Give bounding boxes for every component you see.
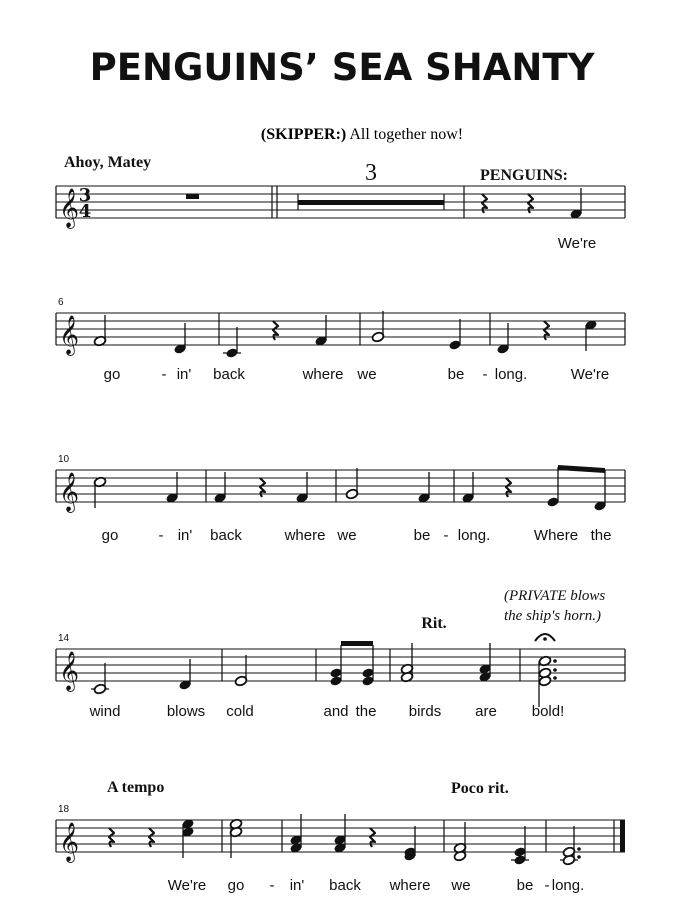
measure-number: 18 xyxy=(58,804,70,815)
lyric-syllable: - xyxy=(269,877,275,894)
lyric-syllable: in' xyxy=(176,366,192,383)
final-bar-thick xyxy=(620,820,625,852)
measure-number: 6 xyxy=(58,297,64,308)
lyric-syllable: go xyxy=(103,366,121,383)
lyric-syllable: where xyxy=(302,366,344,383)
whole-rest-icon xyxy=(186,194,199,199)
cue-speaker: (SKIPPER:) xyxy=(260,126,347,143)
system-3 xyxy=(56,454,625,544)
system-2 xyxy=(56,297,625,383)
lyric-syllable: long. xyxy=(457,527,491,544)
system-5 xyxy=(56,779,625,894)
note-beam xyxy=(341,641,373,646)
lyric-syllable: long. xyxy=(494,366,528,383)
lyric-syllable: be xyxy=(413,527,431,544)
measure-number: 10 xyxy=(58,454,70,465)
lyric-syllable: We're xyxy=(570,366,610,383)
treble-clef-icon: 𝄞 xyxy=(59,315,80,355)
lyric-syllable: in' xyxy=(289,877,305,894)
lyric-syllable: bold! xyxy=(531,703,565,720)
lyric-syllable: - xyxy=(158,527,164,544)
lyric-syllable: be xyxy=(447,366,465,383)
lyric-syllable: cold xyxy=(226,703,254,720)
penguins-cue: PENGUINS: xyxy=(480,167,569,184)
lyric-syllable: go xyxy=(227,877,245,894)
lyric-syllable: go xyxy=(101,527,119,544)
a-tempo-mark: A tempo xyxy=(107,779,165,796)
page-title: PENGUINS’ SEA SHANTY xyxy=(89,46,595,89)
treble-clef-icon: 𝄞 xyxy=(59,822,80,862)
poco-rit-mark: Poco rit. xyxy=(451,780,509,797)
lyric-syllable: - xyxy=(482,366,488,383)
note-beam xyxy=(558,465,605,473)
lyric-syllable: where xyxy=(389,877,431,894)
augmentation-dot xyxy=(553,659,557,663)
multimeasure-count: 3 xyxy=(365,160,377,186)
augmentation-dot xyxy=(553,676,557,680)
lyric-syllable: - xyxy=(443,527,449,544)
lyric-syllable: and xyxy=(323,703,349,720)
treble-clef-icon: 𝄞 xyxy=(59,188,80,228)
lyric-syllable: blows xyxy=(166,703,206,720)
treble-clef-icon: 𝄞 xyxy=(59,651,80,691)
lyric-syllable: Where xyxy=(533,527,579,544)
stage-direction-line-2: the ship's horn.) xyxy=(504,608,601,624)
measure-number: 14 xyxy=(58,633,70,644)
lyric-syllable: we xyxy=(451,877,471,894)
lyric-syllable: are xyxy=(475,703,497,720)
lyric-syllable: We're xyxy=(557,235,597,252)
treble-clef-icon: 𝄞 xyxy=(59,472,80,512)
time-signature-bottom: 4 xyxy=(78,201,92,222)
lyric-syllable: birds xyxy=(408,703,442,720)
stage-direction-line-1: (PRIVATE blows xyxy=(504,588,606,604)
augmentation-dot xyxy=(577,847,581,851)
lyric-syllable: - xyxy=(161,366,167,383)
multimeasure-rest-icon xyxy=(298,200,444,205)
system-4 xyxy=(56,588,625,720)
lyric-syllable: - xyxy=(544,877,550,894)
lyric-syllable: We're xyxy=(167,877,207,894)
lyric-syllable: long. xyxy=(551,877,585,894)
cue-text: All together now! xyxy=(346,126,464,143)
lyric-syllable: we xyxy=(357,366,377,383)
lyric-syllable: back xyxy=(329,877,361,894)
lyric-syllable: back xyxy=(210,527,242,544)
system-1 xyxy=(56,154,625,252)
fermata-dot xyxy=(543,637,547,641)
stage-cue xyxy=(261,126,463,143)
time-signature-top: 3 xyxy=(78,185,92,206)
lyric-syllable: wind xyxy=(89,703,121,720)
lyric-syllable: the xyxy=(590,527,612,544)
lyric-syllable: we xyxy=(337,527,357,544)
ritardando-mark: Rit. xyxy=(421,615,447,632)
lyric-syllable: be xyxy=(516,877,534,894)
lyric-syllable: back xyxy=(213,366,245,383)
augmentation-dot xyxy=(553,668,557,672)
augmentation-dot xyxy=(577,855,581,859)
lyric-syllable: where xyxy=(284,527,326,544)
tempo-mark: Ahoy, Matey xyxy=(64,154,152,171)
lyric-syllable: in' xyxy=(177,527,193,544)
lyric-syllable: the xyxy=(355,703,377,720)
